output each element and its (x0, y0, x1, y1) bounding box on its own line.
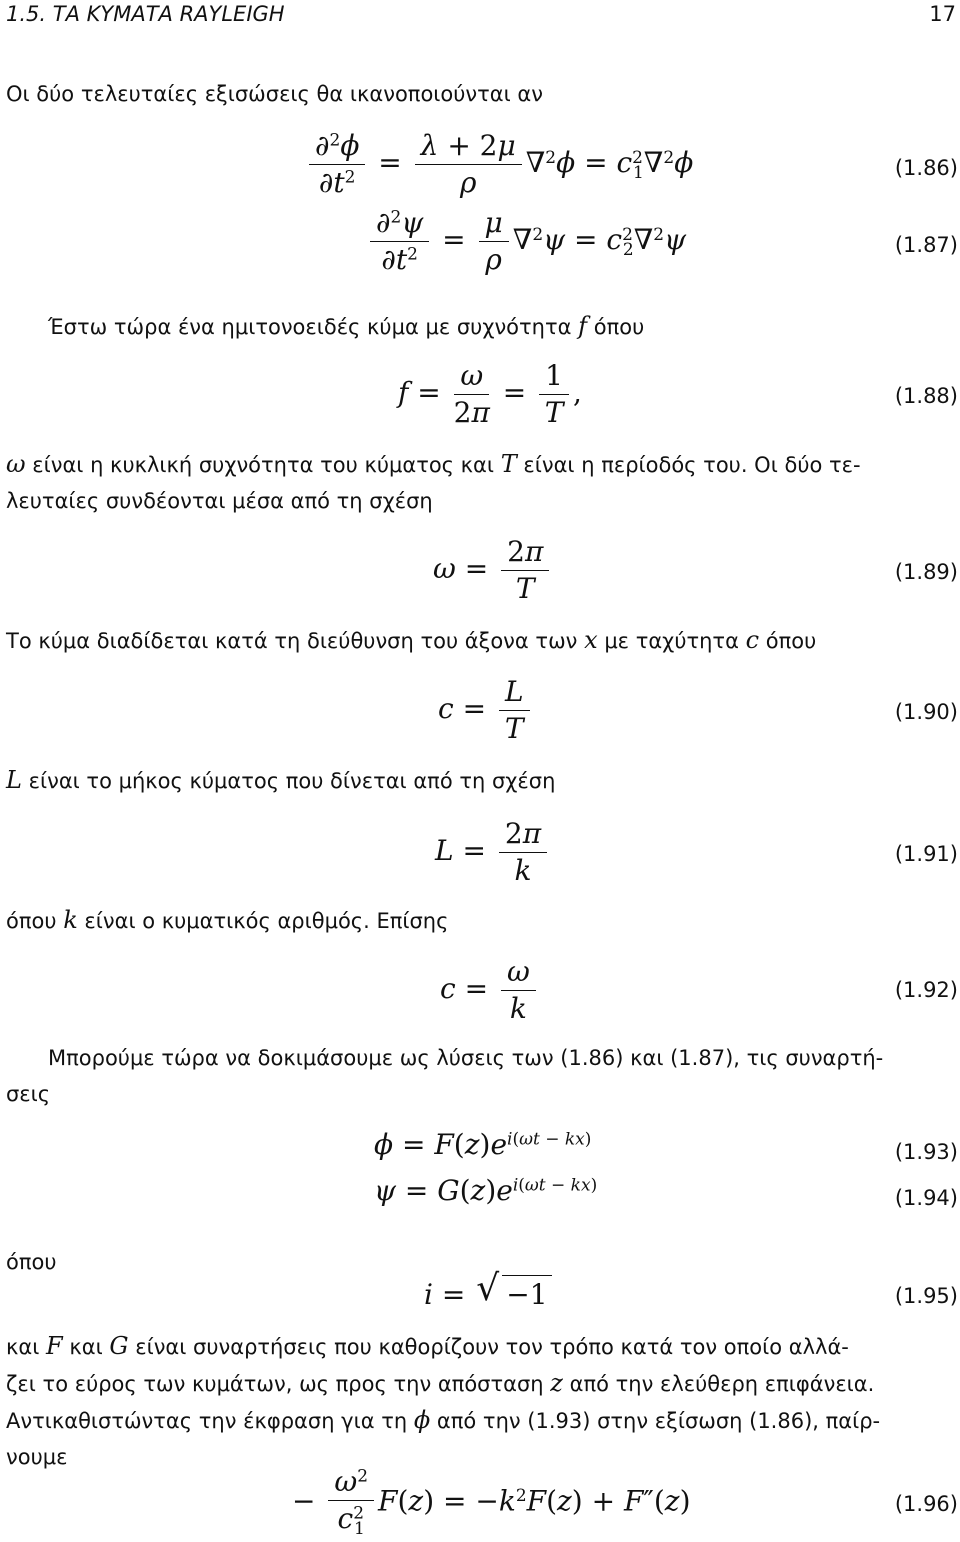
equation-1-95: i = √ −1 (424, 1278, 552, 1311)
paragraph-where: όπου (6, 1250, 57, 1274)
page-number: 17 (929, 2, 956, 26)
equation-1-87: $\frac{\partial^2\psi}{\partial t^2}$ = $\frac{\mu}{\rho}$ $\nabla^2\psi = c^2_2\nabla^2\psi$ (366, 207, 686, 276)
equation-1-96: − $\frac{\omega^2}{c^2_1}$ $F(z) = -k^2F(z) + F''(z)$ (292, 1465, 691, 1540)
paragraph-wavenumber: όπου k είναι ο κυματικός αριθμός. Επίσης (6, 906, 449, 934)
equation-number: (1.90) (894, 700, 958, 724)
paragraph-amplitude-functions: και F και G είναι συναρτήσεις που καθορίζουν τον τρόπο κατά τον οποίο αλλά- ζει το εύρος των κυμάτων, ως προς την απόσταση z από την ελεύθερη επιφάνεια. Αντικαθιστώντας την έκφραση για τη ϕ από την (1.93) στην εξίσωση (1.86), παίρ- νουμε (6, 1332, 881, 1469)
running-header (0, 0, 960, 30)
equation-1-90: c = $\frac{L}{T}$ (438, 676, 534, 745)
equation-number: (1.96) (894, 1492, 958, 1516)
paragraph-intro: Οι δύο τελευταίες εξισώσεις θα ικανοποιούνται αν (6, 82, 543, 106)
paragraph-angular-frequency: ω είναι η κυκλική συχνότητα του κύματος και T είναι η περίοδός του. Οι δύο τε- λευταίες συνδέονται μέσα από τη σχέση (6, 450, 861, 513)
equation-1-91: L = $\frac{2\pi}{k}$ (435, 818, 551, 887)
equation-1-93: $\phi = F(z)e^{i(\omega t - kx)}$ (374, 1128, 592, 1161)
section-title: 1.5. ΤΑ ΚΥΜΑΤΑ RAYLEIGH (6, 2, 285, 26)
equation-number: (1.89) (894, 560, 958, 584)
equation-1-92: c = $\frac{\omega}{k}$ (440, 956, 540, 1025)
equation-number: (1.86) (894, 156, 958, 180)
paragraph-propagation: Το κύμα διαδίδεται κατά τη διεύθυνση του άξονα των x με ταχύτητα c όπου (6, 626, 817, 654)
equation-number: (1.91) (894, 842, 958, 866)
equation-number: (1.88) (894, 384, 958, 408)
paragraph-wavelength: L είναι το μήκος κύματος που δίνεται από τη σχέση (6, 766, 556, 794)
equation-1-88: f = $\frac{\omega}{2\pi}$ = $\frac{1}{T}$ , (398, 359, 582, 430)
paragraph-trial-solutions: Μπορούμε τώρα να δοκιμάσουμε ως λύσεις των (1.86) και (1.87), τις συναρτή- σεις (6, 1046, 884, 1106)
equation-number: (1.94) (894, 1186, 958, 1210)
equation-number: (1.92) (894, 978, 958, 1002)
equation-number: (1.93) (894, 1140, 958, 1164)
equation-number: (1.87) (894, 233, 958, 257)
equation-number: (1.95) (894, 1284, 958, 1308)
equation-1-86: $\frac{\partial^2\phi}{\partial t^2}$ = $\frac{\lambda + 2\mu}{\rho}$ $\nabla^2\phi = c^2_1\nabla^2\phi$ (305, 130, 693, 199)
equation-1-89: ω = $\frac{2\pi}{T}$ (433, 536, 553, 605)
paragraph-frequency: Έστω τώρα ένα ημιτονοειδές κύμα με συχνότητα f όπου (48, 312, 645, 340)
equation-1-94: $\psi = G(z)e^{i(\omega t - kx)}$ (374, 1174, 598, 1207)
